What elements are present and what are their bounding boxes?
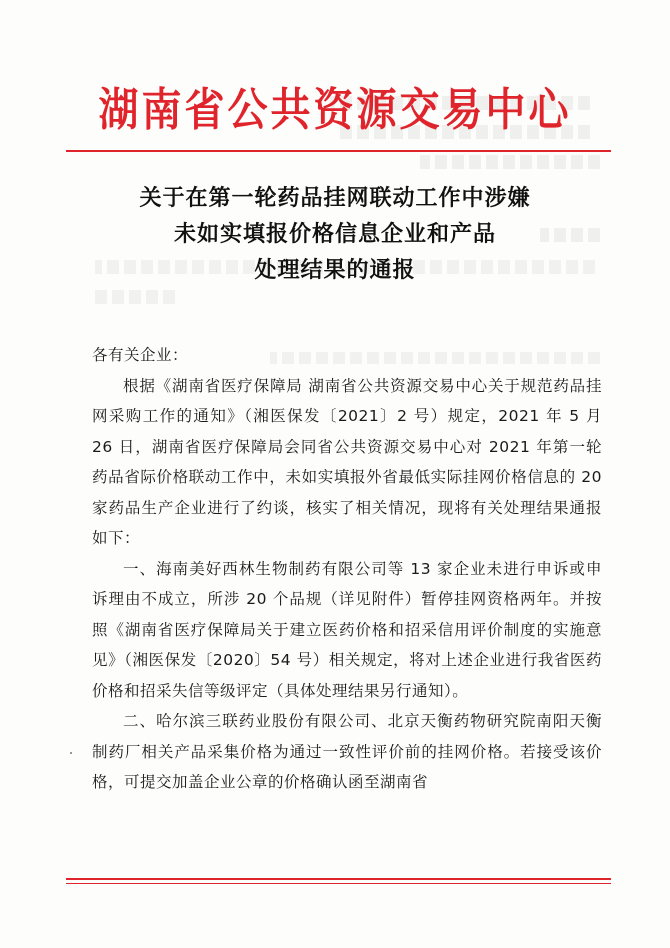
document-title-line-3: 处理结果的通报: [254, 257, 416, 283]
bleed-through-texture: [95, 290, 175, 304]
footer-divider-line: [66, 878, 611, 880]
header-divider-line: [66, 150, 611, 152]
paragraph-item-1: 一、海南美好西林生物制药有限公司等 13 家企业未进行申诉或申诉理由不成立，所涉 20 个品规（详见附件）暂停挂网资格两年。并按照《湖南省医疗保障局关于建立医药价格和招采信用评价制度的实施意见》（湘医保发〔2020〕54 号）相关规定，将对上述企业进行我省医药价格和招采失信等级评定（具体处理结果另行通知）。: [92, 559, 602, 700]
bleed-through-texture: [420, 155, 600, 169]
margin-mark: [70, 752, 72, 754]
document-title-line-1: 关于在第一轮药品挂网联动工作中涉嫌: [139, 185, 531, 211]
issuing-organization-header: 湖南省公共资源交易中心: [98, 83, 572, 137]
salutation: 各有关企业：: [92, 346, 189, 364]
document-title-line-2: 未如实填报价格信息企业和产品: [173, 221, 496, 247]
document-body: [92, 340, 602, 798]
document-title: [0, 180, 670, 288]
footer-divider-line-thin: [66, 883, 611, 884]
paragraph-item-2: 二、哈尔滨三联药业股份有限公司、北京天衡药物研究院南阳天衡制药厂相关产品采集价格为通过一致性评价前的挂网价格。若接受该价格，可提交加盖企业公章的价格确认函至湖南省: [92, 712, 602, 791]
paragraph-intro: 根据《湖南省医疗保障局 湖南省公共资源交易中心关于规范药品挂网采购工作的通知》（湘医保发〔2021〕2 号）规定，2021 年 5 月 26 日，湖南省医疗保障局会同省公共资源交易中心对 2021 年第一轮药品省际价格联动工作中，未如实填报外省最低实际挂网价格信息的 20 家药品生产企业进行了约谈，核实了相关情况，现将有关处理结果通报如下：: [92, 376, 602, 547]
